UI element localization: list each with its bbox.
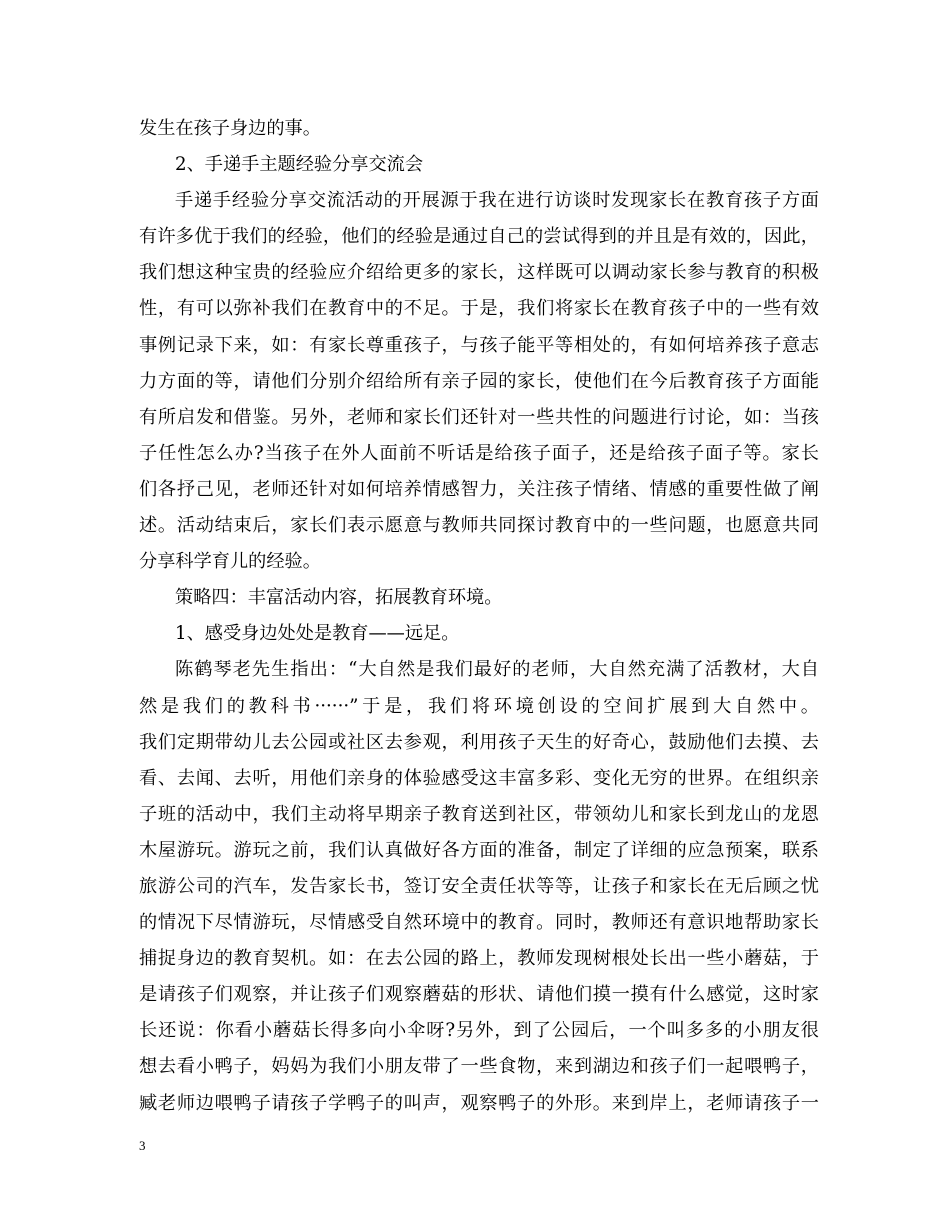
text-line: 有许多优于我们的经验，他们的经验是通过自己的尝试得到的并且是有效的，因此，	[139, 226, 819, 248]
text-line: 策略四：丰富活动内容，拓展教育环境。	[175, 587, 503, 609]
text-line: 有所启发和借鉴。另外，老师和家长们还针对一些共性的问题进行讨论，如：当孩	[139, 406, 819, 428]
text-line: 是请孩子们观察，并让孩子们观察蘑菇的形状、请他们摸一摸有什么感觉，这时家	[139, 984, 819, 1006]
text-line: 我们定期带幼儿去公园或社区去参观，利用孩子天生的好奇心，鼓励他们去摸、去	[139, 731, 819, 753]
text-line: 1、感受身边处处是教育——远足。	[175, 623, 460, 645]
text-line: 性，有可以弥补我们在教育中的不足。于是，我们将家长在教育孩子中的一些有效	[139, 298, 819, 320]
text-line: 手递手经验分享交流活动的开展源于我在进行访谈时发现家长在教育孩子方面	[175, 190, 819, 212]
text-line: 然是我们的教科书······”于是，我们将环境创设的空间扩展到大自然中。	[139, 695, 819, 717]
document-body	[139, 111, 819, 1122]
text-line: 事例记录下来，如：有家长尊重孩子，与孩子能平等相处的，有如何培养孩子意志	[139, 334, 819, 356]
text-line: 想去看小鸭子，妈妈为我们小朋友带了一些食物，来到湖边和孩子们一起喂鸭子，	[139, 1056, 819, 1078]
text-line: 述。活动结束后，家长们表示愿意与教师共同探讨教育中的一些问题，也愿意共同	[139, 515, 819, 537]
text-line: 们各抒己见，老师还针对如何培养情感智力，关注孩子情绪、情感的重要性做了阐	[139, 478, 819, 500]
text-line: 我们想这种宝贵的经验应介绍给更多的家长，这样既可以调动家长参与教育的积极	[139, 262, 819, 284]
text-line: 臧老师边喂鸭子请孩子学鸭子的叫声，观察鸭子的外形。来到岸上，老师请孩子一	[139, 1092, 819, 1114]
text-line: 发生在孩子身边的事。	[139, 118, 321, 139]
text-line: 的情况下尽情游玩，尽情感受自然环境中的教育。同时，教师还有意识地帮助家长	[139, 912, 819, 934]
text-line: 木屋游玩。游玩之前，我们认真做好各方面的准备，制定了详细的应急预案，联系	[139, 839, 819, 861]
text-line: 旅游公司的汽车，发告家长书，签订安全责任状等等，让孩子和家长在无后顾之忧	[139, 875, 819, 897]
page-number: 3	[139, 1138, 146, 1153]
text-line: 子任性怎么办?当孩子在外人面前不听话是给孩子面子，还是给孩子面子等。家长	[139, 442, 819, 464]
text-line: 子班的活动中，我们主动将早期亲子教育送到社区，带领幼儿和家长到龙山的龙恩	[139, 803, 819, 825]
text-line: 捕捉身边的教育契机。如：在去公园的路上，教师发现树根处长出一些小蘑菇，于	[139, 948, 819, 970]
text-line: 陈鹤琴老先生指出：“大自然是我们最好的老师，大自然充满了活教材，大自	[175, 659, 819, 681]
text-line: 长还说：你看小蘑菇长得多向小伞呀?另外，到了公园后，一个叫多多的小朋友很	[139, 1020, 819, 1042]
text-line: 看、去闻、去听，用他们亲身的体验感受这丰富多彩、变化无穷的世界。在组织亲	[139, 767, 819, 789]
text-line: 力方面的等，请他们分别介绍给所有亲子园的家长，使他们在今后教育孩子方面能	[139, 370, 819, 392]
text-line: 2、手递手主题经验分享交流会	[175, 154, 424, 176]
text-line: 分享科学育儿的经验。	[139, 551, 321, 573]
